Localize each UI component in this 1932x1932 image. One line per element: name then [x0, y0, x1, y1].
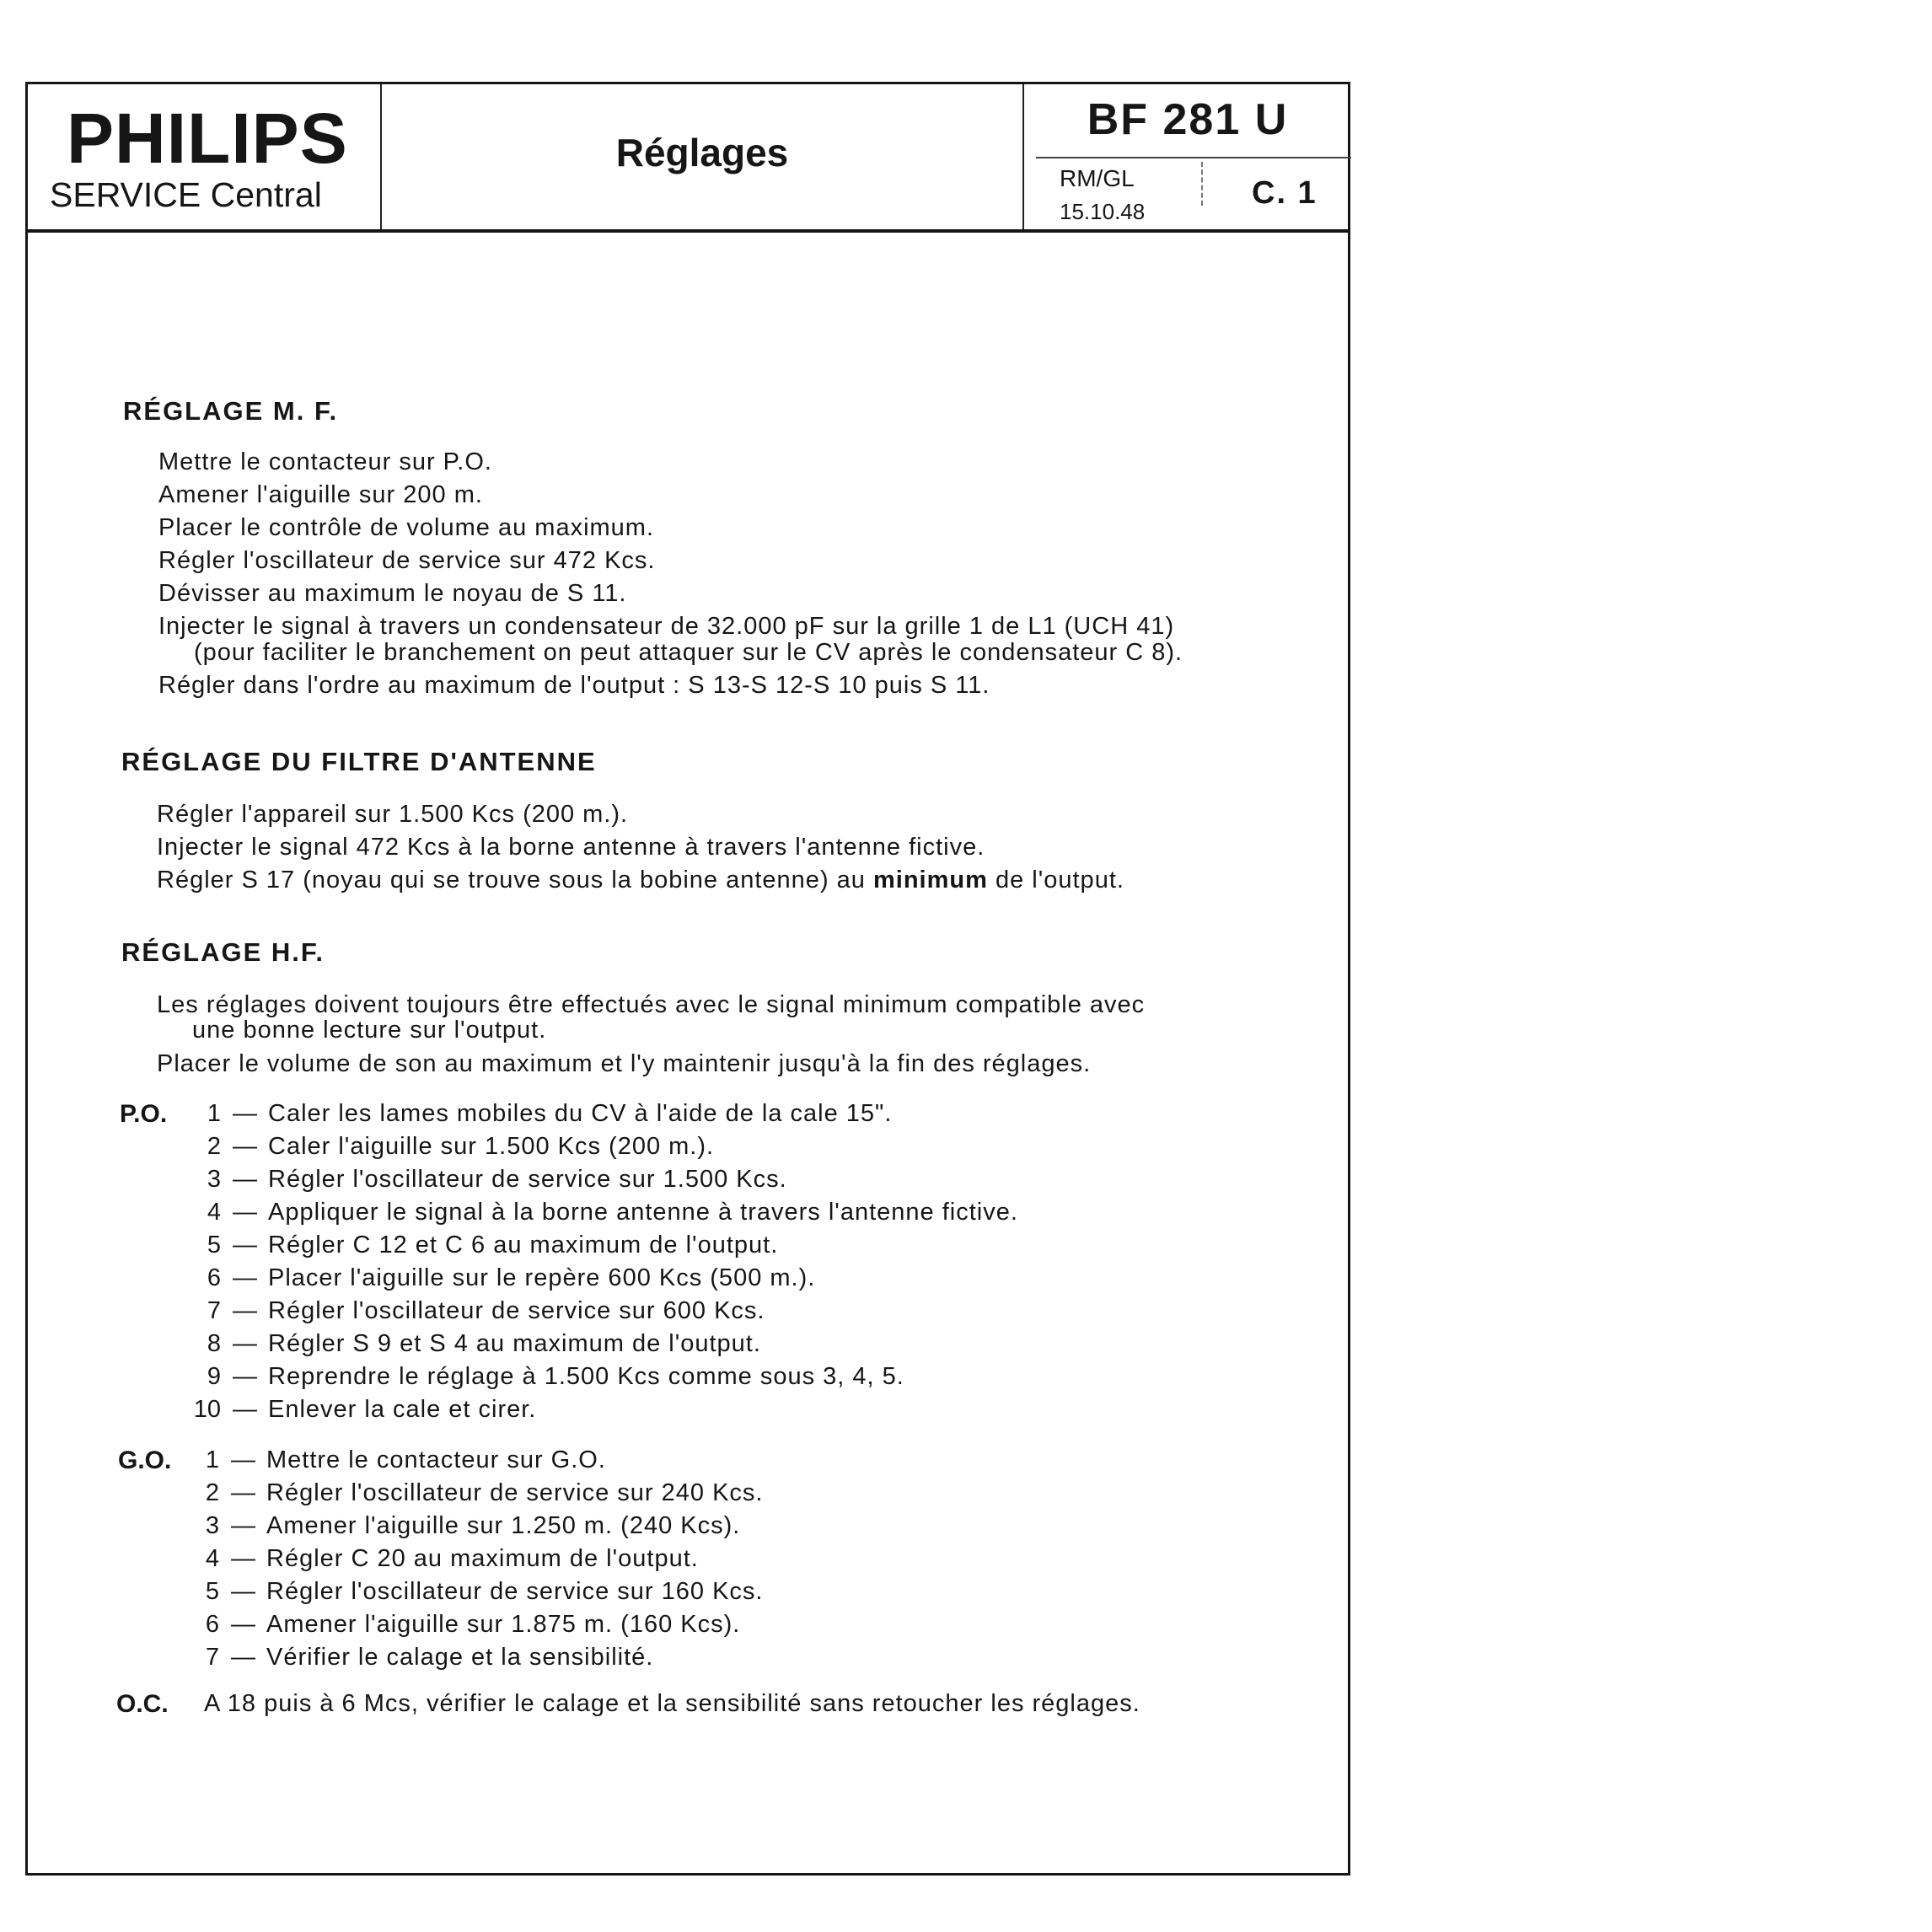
step-number: 3	[205, 1512, 219, 1539]
step-dash: —	[231, 1479, 255, 1506]
step-number: 6	[207, 1264, 221, 1291]
step-number: 7	[205, 1644, 219, 1671]
step-number: 8	[207, 1330, 221, 1357]
section-heading-hf: RÉGLAGE H.F.	[121, 937, 325, 967]
go-step: Régler l'oscillateur de service sur 240 Kcs.	[266, 1479, 764, 1506]
step-number: 2	[205, 1479, 219, 1506]
step-number: 5	[207, 1232, 221, 1258]
po-label: P.O.	[120, 1100, 168, 1128]
step-dash: —	[231, 1446, 255, 1473]
step-dash: —	[233, 1396, 257, 1423]
section-heading-mf: RÉGLAGE M. F.	[123, 396, 339, 426]
step-number: 9	[207, 1363, 221, 1390]
reference-cell	[1022, 84, 1351, 229]
po-step: Régler C 12 et C 6 au maximum de l'output.	[268, 1232, 779, 1258]
go-step: Amener l'aiguille sur 1.250 m. (240 Kcs).	[266, 1512, 741, 1539]
po-step: Enlever la cale et cirer.	[268, 1396, 537, 1423]
po-step: Reprendre le réglage à 1.500 Kcs comme sous 3, 4, 5.	[268, 1363, 904, 1390]
step-dash: —	[231, 1644, 255, 1671]
mf-line: Mettre le contacteur sur P.O.	[158, 448, 492, 475]
reference-separator	[1201, 162, 1203, 206]
mf-line: Injecter le signal à travers un condensateur de 32.000 pF sur la grille 1 de L1 (UCH 41)	[158, 613, 1175, 640]
step-dash: —	[233, 1100, 257, 1127]
brand-cell	[28, 84, 382, 229]
mf-line: Placer le contrôle de volume au maximum.	[158, 514, 655, 541]
oc-label: O.C.	[116, 1690, 169, 1718]
author-code: RM/GL	[1060, 165, 1135, 191]
antenne-line: Injecter le signal 472 Kcs à la borne antenne à travers l'antenne fictive.	[157, 834, 985, 861]
header-block	[28, 84, 1348, 233]
go-step: Mettre le contacteur sur G.O.	[266, 1446, 606, 1473]
step-dash: —	[233, 1264, 257, 1291]
section-heading-antenne: RÉGLAGE DU FILTRE D'ANTENNE	[121, 747, 597, 776]
step-number: 4	[207, 1199, 221, 1226]
step-number: 2	[207, 1133, 221, 1160]
step-dash: —	[231, 1611, 255, 1638]
mf-line: Dévisser au maximum le noyau de S 11.	[158, 580, 627, 607]
po-step: Régler l'oscillateur de service sur 1.500 Kcs.	[268, 1166, 787, 1193]
go-step: Amener l'aiguille sur 1.875 m. (160 Kcs).	[266, 1611, 741, 1638]
po-step: Caler les lames mobiles du CV à l'aide de la cale 15".	[268, 1100, 893, 1127]
step-number: 1	[207, 1100, 221, 1127]
mf-line: Régler l'oscillateur de service sur 472 Kcs.	[158, 547, 656, 574]
po-step: Appliquer le signal à la borne antenne à travers l'antenne fictive.	[268, 1199, 1018, 1226]
step-number: 3	[207, 1166, 221, 1193]
oc-text: A 18 puis à 6 Mcs, vérifier le calage et la sensibilité sans retoucher les réglages.	[204, 1690, 1140, 1717]
page-title: Réglages	[615, 131, 789, 174]
mf-line: Régler dans l'ordre au maximum de l'output : S 13-S 12-S 10 puis S 11.	[158, 672, 990, 699]
step-number: 6	[205, 1611, 219, 1638]
step-dash: —	[233, 1133, 257, 1160]
po-step: Régler l'oscillateur de service sur 600 Kcs.	[268, 1297, 765, 1324]
step-dash: —	[231, 1512, 255, 1539]
mf-line: (pour faciliter le branchement on peut attaquer sur le CV après le condensateur C 8).	[194, 639, 1183, 666]
step-dash: —	[233, 1166, 257, 1193]
step-number: 7	[207, 1297, 221, 1324]
hf-line: Les réglages doivent toujours être effectués avec le signal minimum compatible avec	[157, 991, 1146, 1018]
document-date: 15.10.48	[1060, 199, 1146, 224]
step-number: 10	[193, 1396, 221, 1423]
antenne-line-end: de l'output.	[995, 867, 1124, 894]
emphasis-minimum: minimum	[872, 867, 988, 894]
step-dash: —	[233, 1232, 257, 1258]
step-dash: —	[231, 1545, 255, 1572]
model-number: BF 281 U	[1087, 95, 1289, 144]
mf-line: Amener l'aiguille sur 200 m.	[158, 481, 483, 508]
step-dash: —	[233, 1199, 257, 1226]
document-sheet	[25, 82, 1350, 1876]
antenne-line: Régler l'appareil sur 1.500 Kcs (200 m.).	[157, 801, 629, 828]
go-step: Régler C 20 au maximum de l'output.	[266, 1545, 699, 1572]
step-dash: —	[233, 1297, 257, 1324]
hf-line: une bonne lecture sur l'output.	[192, 1017, 547, 1044]
sheet-number: C. 1	[1252, 175, 1318, 211]
go-step: Vérifier le calage et la sensibilité.	[266, 1644, 654, 1671]
step-dash: —	[231, 1578, 255, 1605]
antenne-line	[157, 867, 1124, 894]
po-step: Placer l'aiguille sur le repère 600 Kcs (500 m.).	[268, 1264, 816, 1291]
step-dash: —	[233, 1330, 257, 1357]
step-dash: —	[233, 1363, 257, 1390]
po-step: Régler S 9 et S 4 au maximum de l'output.	[268, 1330, 761, 1357]
reference-divider	[1036, 157, 1351, 158]
go-label: G.O.	[118, 1446, 172, 1474]
step-number: 4	[205, 1545, 219, 1572]
brand-subtitle: SERVICE Central	[50, 175, 322, 214]
brand-logo: PHILIPS	[67, 99, 348, 178]
step-number: 1	[205, 1446, 219, 1473]
step-number: 5	[205, 1578, 219, 1605]
antenne-line-start: Régler S 17 (noyau qui se trouve sous la bobine antenne) au	[157, 867, 866, 894]
go-step: Régler l'oscillateur de service sur 160 Kcs.	[266, 1578, 764, 1605]
po-step: Caler l'aiguille sur 1.500 Kcs (200 m.).	[268, 1133, 715, 1160]
hf-line: Placer le volume de son au maximum et l'y maintenir jusqu'à la fin des réglages.	[157, 1050, 1092, 1077]
